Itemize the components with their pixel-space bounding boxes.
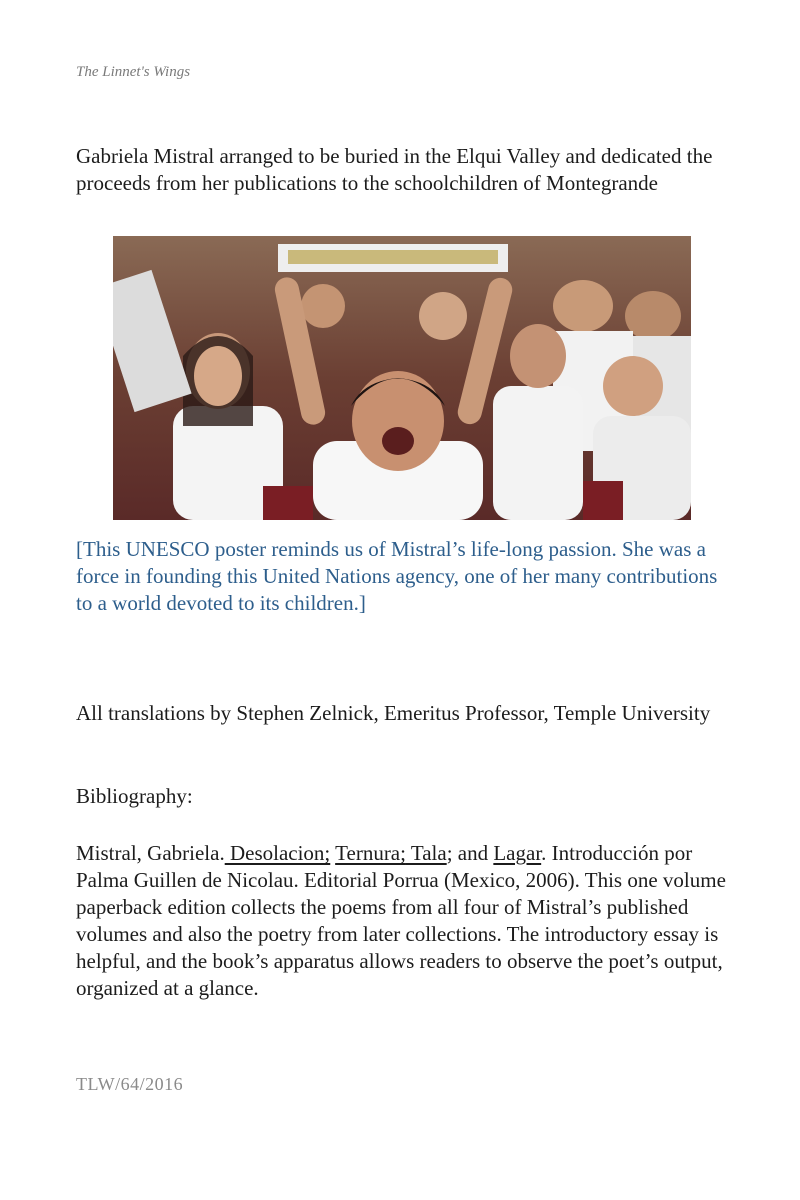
bib-author: Mistral, Gabriela. xyxy=(76,841,225,865)
running-header: The Linnet's Wings xyxy=(76,64,191,80)
bibliography-heading: Bibliography: xyxy=(76,784,193,808)
photo-illustration xyxy=(113,236,691,520)
unesco-poster-photo xyxy=(113,236,691,520)
photo-caption: [This UNESCO poster reminds us of Mistral’s life-long passion. She was a force in founding this United Nations agency, one of her many contributions to a world devoted to its children.] xyxy=(76,537,718,615)
bib-separator: ; and xyxy=(446,841,494,865)
bib-title-tala: Tala xyxy=(405,841,447,865)
bib-title-desolacion: Desolacion; xyxy=(224,841,331,865)
bibliography-entry xyxy=(76,840,726,1002)
bib-title-ternura: Ternura; xyxy=(335,841,406,865)
bib-title-lagar: Lagar xyxy=(493,841,542,865)
issue-footer: TLW/64/2016 xyxy=(76,1074,184,1094)
bib-description: . Introducción por Palma Guillen de Nicolau. Editorial Porrua (Mexico, 2006). This one volume paperback edition collects the poems from all four of Mistral’s published volumes and also the poetry from later collections. The introductory essay is helpful, and the book’s apparatus allows readers to observe the poet’s output, organized at a glance. xyxy=(76,841,726,1000)
translation-credits: All translations by Stephen Zelnick, Emeritus Professor, Temple University xyxy=(76,701,711,725)
intro-paragraph: Gabriela Mistral arranged to be buried in the Elqui Valley and dedicated the proceeds from her publications to the schoolchildren of Montegrande xyxy=(76,144,713,195)
